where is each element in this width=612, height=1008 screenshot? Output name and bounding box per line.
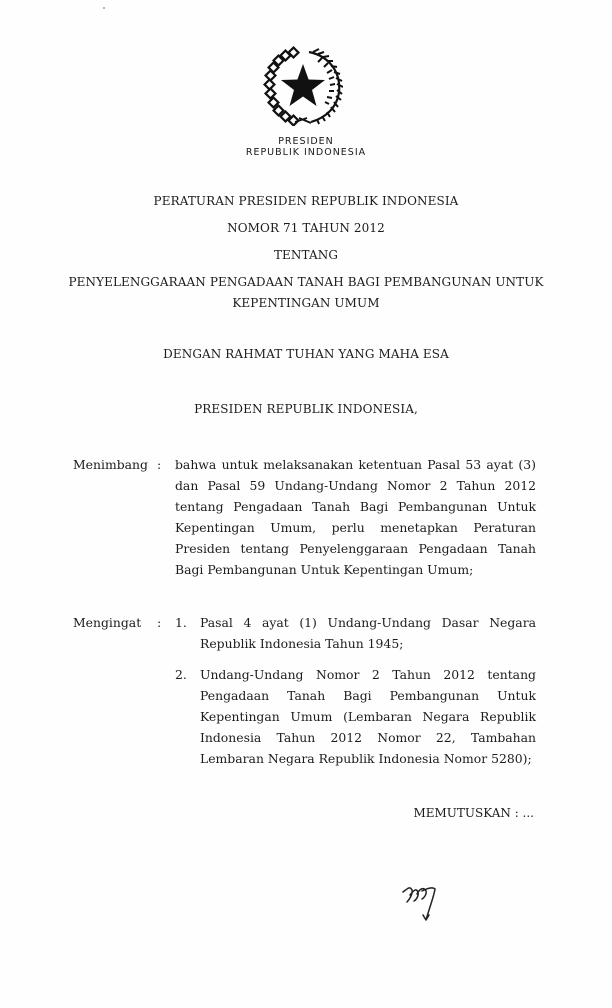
- invocation: DENGAN RAHMAT TUHAN YANG MAHA ESA: [163, 347, 449, 361]
- menimbang-label: Menimbang: [73, 457, 148, 472]
- mengingat-item-1-number: 1.: [175, 615, 187, 630]
- scan-speck: [103, 7, 105, 9]
- office-title-line2: REPUBLIK INDONESIA: [245, 147, 367, 158]
- regulation-number: NOMOR 71 TAHUN 2012: [227, 221, 385, 235]
- mengingat-colon: :: [157, 615, 162, 630]
- tentang-label: TENTANG: [273, 248, 339, 262]
- regulation-title: PERATURAN PRESIDEN REPUBLIK INDONESIA: [153, 194, 459, 208]
- handwritten-initial-icon: [400, 882, 440, 924]
- subject-line1: PENYELENGGARAAN PENGADAAN TANAH BAGI PEMBANGUNAN UNTUK: [68, 275, 544, 289]
- mengingat-item-2-text: Undang-Undang Nomor 2 Tahun 2012 tentang Pengadaan Tanah Bagi Pembangunan Untuk Kepentingan Umum (Lembaran Negara Republik Indonesia Tahun 2012 Nomor 22, Tambahan Lembaran Negara Republik Indonesia Nomor 5280);: [200, 667, 536, 766]
- mengingat-label: Mengingat: [73, 615, 142, 630]
- office-title-line1: PRESIDEN: [278, 136, 334, 147]
- mengingat-item-2-number: 2.: [175, 667, 187, 682]
- menimbang-colon: :: [157, 457, 162, 472]
- subject-line2: KEPENTINGAN UMUM: [232, 296, 380, 310]
- menimbang-text: bahwa untuk melaksanakan ketentuan Pasal 53 ayat (3) dan Pasal 59 Undang-Undang Nomor 2 Tahun 2012 tentang Pengadaan Tanah Bagi Pembangunan Untuk Kepentingan Umum, perlu menetapkan Peraturan Presiden tentang Penyelenggaraan Pengadaan Tanah Bagi Pembangunan Untuk Kepentingan Umum;: [175, 457, 536, 577]
- mengingat-item-1-text: Pasal 4 ayat (1) Undang-Undang Dasar Negara Republik Indonesia Tahun 1945;: [200, 615, 536, 651]
- issuer: PRESIDEN REPUBLIK INDONESIA,: [194, 402, 418, 416]
- continuation-note: MEMUTUSKAN : ...: [413, 806, 534, 820]
- garuda-star-wreath-emblem-icon: [263, 46, 343, 126]
